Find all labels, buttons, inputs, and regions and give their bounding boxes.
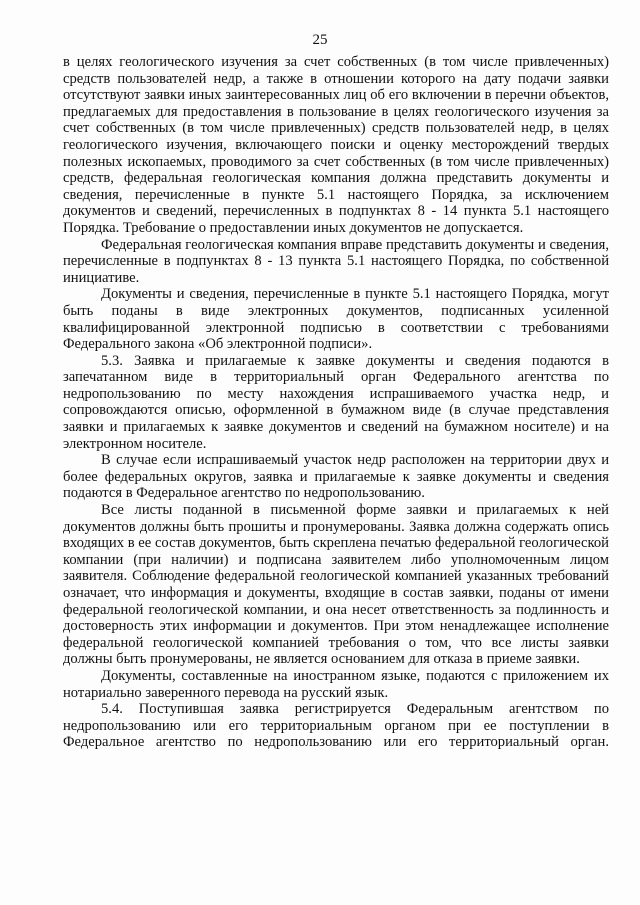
- paragraph-electronic-documents: Документы и сведения, перечисленные в пункте 5.1 настоящего Порядка, могут быть поданы в виде электронных документов, подписанных усиленной квалифицированной электронной подписью в соответствии с требованиями Федерального закона «Об электронной подписи».: [63, 286, 609, 353]
- paragraph-federal-districts: В случае если испрашиваемый участок недр расположен на территории двух и более федеральных округов, заявка и прилагаемые к заявке документы и сведения подаются в Федеральное агентство по недропользованию.: [63, 452, 609, 502]
- paragraph-continuation: в целях геологического изучения за счет собственных (в том числе привлеченных) средств пользователей недр, а также в отношении которого на дату подачи заявки отсутствуют заявки иных заинтересованных лиц об его включении в перечни объектов, предлагаемых для предоставления в пользование в целях геологического изучения за счет собственных (в том числе привлеченных) средств пользователей недр, в целях геологического изучения, включающего поиски и оценку месторождений твердых полезных ископаемых, проводимого за счет собственных (в том числе привлеченных) средств, федеральная геологическая компания должна представить документы и сведения, перечисленные в пункте 5.1 настоящего Порядка, за исключением документов и сведений, перечисленных в подпунктах 8 - 14 пункта 5.1 настоящего Порядка. Требование о предоставлении иных документов не допускается.: [63, 54, 609, 236]
- paragraph-own-initiative: Федеральная геологическая компания вправе представить документы и сведения, перечисленные в подпунктах 8 - 13 пункта 5.1 настоящего Порядка, по собственной инициативе.: [63, 236, 609, 286]
- paragraph-foreign-language: Документы, составленные на иностранном языке, подаются с приложением их нотариально заверенного перевода на русский язык.: [63, 667, 609, 701]
- document-body: [63, 54, 609, 751]
- paragraph-sheets-numbered: Все листы поданной в письменной форме заявки и прилагаемых к ней документов должны быть прошиты и пронумерованы. Заявка должна содержать опись входящих в ее состав документов, быть скреплена печатью федеральной геологической компании (при наличии) и подписана заявителем либо уполномоченным лицом заявителя. Соблюдение федеральной геологической компанией указанных требований означает, что информация и документы, входящие в состав заявки, поданы от имени федеральной геологической компании, и она несет ответственность за подлинность и достоверность этих информации и документов. При этом ненадлежащее исполнение федеральной геологической компанией требования о том, что все листы заявки должны быть пронумерованы, не является основанием для отказа в приеме заявки.: [63, 502, 609, 668]
- page-number: 25: [312, 32, 328, 48]
- paragraph-clause-5-3: 5.3. Заявка и прилагаемые к заявке документы и сведения подаются в запечатанном виде в территориальный орган Федерального агентства по недропользованию по месту нахождения испрашиваемого участка недр, и сопровождаются описью, оформленной в бумажном виде (в случае представления заявки и прилагаемых к заявке документов и сведений на бумажном носителе) и на электронном носителе.: [63, 352, 609, 452]
- paragraph-clause-5-4: 5.4. Поступившая заявка регистрируется Федеральным агентством по недропользованию или его территориальным органом при ее поступлении в Федеральное агентство по недропользованию или его территориальный орган.: [63, 701, 609, 751]
